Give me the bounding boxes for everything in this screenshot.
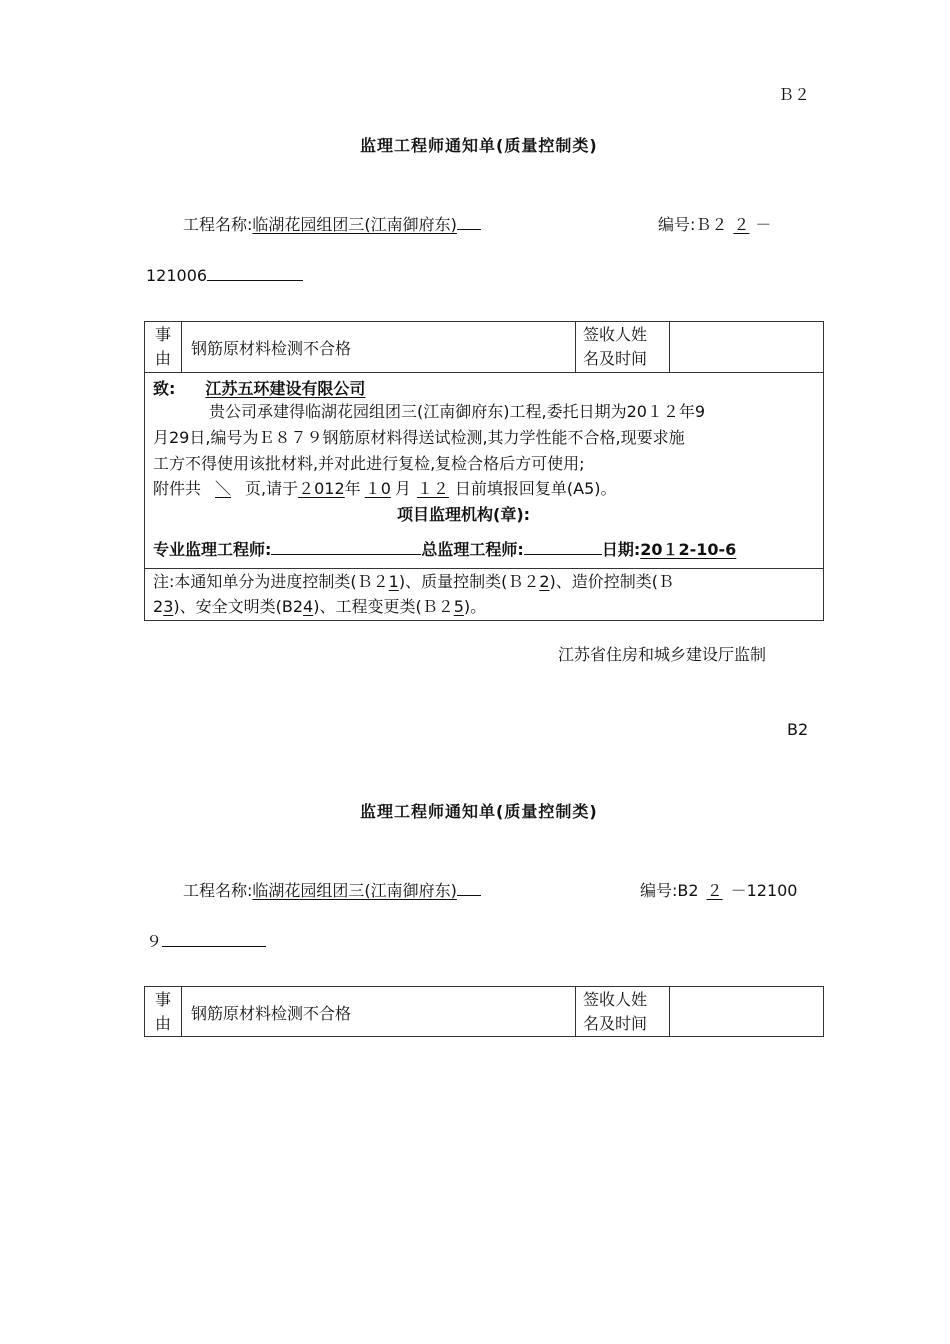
project-row — [183, 878, 481, 901]
chief-label: 总监理工程师: — [421, 540, 524, 559]
project-label: 工程名称: — [183, 215, 253, 234]
attach-month-suffix: 月 — [394, 479, 411, 498]
engineer-label: 专业监理工程师: — [153, 540, 272, 559]
sign-label-2: 名及时间 — [583, 349, 648, 368]
subject-label-2: 由 — [154, 1014, 171, 1033]
divider — [575, 322, 576, 372]
number-row — [640, 878, 797, 901]
number-tail-row — [146, 929, 266, 952]
form-code: Ｂ２ — [778, 85, 811, 104]
attach-year-suffix: 年 — [344, 479, 361, 498]
divider — [575, 987, 576, 1036]
notice-table — [144, 321, 824, 621]
number-label: 编号:Ｂ２ — [658, 215, 728, 234]
attach-prefix: 附件共 — [153, 479, 202, 498]
project-name: 临湖花园组团三(江南御府东) — [252, 881, 457, 900]
number-mid: ２ — [733, 215, 750, 234]
attach-month: １0 — [364, 479, 391, 498]
date-value: 20１2-10-6 — [640, 540, 737, 559]
note-line-1: 注:本通知单分为进度控制类(Ｂ２1)、质量控制类(Ｂ２2)、造价控制类(Ｂ — [153, 572, 675, 591]
attach-suffix: 日前填报回复单(A5)。 — [454, 479, 617, 498]
notice-table — [144, 986, 824, 1037]
subject-label-1: 事 — [154, 990, 171, 1009]
body-line-2: 月29日,编号为Ｅ８７９钢筋原材料得送试检测,其力学性能不合格,现要求施 — [153, 428, 685, 447]
sign-label-2: 名及时间 — [583, 1014, 648, 1033]
sign-label — [583, 323, 647, 371]
sign-label-1: 签收人姓 — [583, 325, 648, 344]
project-row — [183, 212, 481, 235]
signature-row — [153, 537, 736, 560]
engineer-blank — [271, 537, 421, 555]
date-label: 日期: — [601, 540, 641, 559]
sign-value — [670, 322, 824, 372]
project-blank — [457, 878, 481, 896]
number-mid: ２ — [706, 881, 723, 900]
to-row — [153, 376, 395, 399]
number-tail-blank — [162, 929, 266, 947]
subject-label — [145, 987, 181, 1037]
number-dash: － — [755, 215, 772, 234]
divider — [181, 322, 182, 372]
attach-day: １２ — [416, 479, 449, 498]
number-tail: 121006 — [146, 266, 208, 285]
project-blank — [457, 212, 481, 230]
attach-year: ２012 — [298, 479, 345, 498]
project-name: 临湖花园组团三(江南御府东) — [252, 215, 457, 234]
divider — [181, 987, 182, 1036]
body-line-3: 工方不得使用该批材料,并对此进行复检,复检合格后方可使用; — [153, 454, 585, 473]
number-tail-row — [146, 263, 303, 285]
footer-issuer: 江苏省住房和城乡建设厅监制 — [558, 645, 767, 664]
attach-pages: ＼ — [215, 479, 232, 498]
note-line-2: 23)、安全文明类(B24)、工程变更类(Ｂ２5)。 — [153, 597, 487, 616]
sign-label — [583, 988, 647, 1036]
body-line-1: 贵公司承建得临湖花园组团三(江南御府东)工程,委托日期为20１２年9 — [209, 402, 706, 421]
attachment-line — [153, 476, 617, 502]
org-label: 项目监理机构(章): — [397, 505, 531, 524]
sign-value — [670, 987, 824, 1037]
number-tail-2: ９ — [146, 932, 163, 951]
form-title: 监理工程师通知单(质量控制类) — [360, 136, 598, 155]
divider — [145, 372, 823, 373]
chief-blank — [524, 537, 602, 555]
number-tail-blank — [207, 263, 303, 281]
number-row — [658, 212, 771, 235]
subject-label-2: 由 — [154, 349, 171, 368]
to-label: 致: — [153, 379, 176, 398]
sign-label-1: 签收人姓 — [583, 990, 648, 1009]
form-code: B2 — [787, 720, 809, 739]
form-title: 监理工程师通知单(质量控制类) — [360, 802, 598, 821]
subject-text: 钢筋原材料检测不合格 — [191, 1004, 352, 1023]
subject-label — [145, 322, 181, 372]
project-label: 工程名称: — [183, 881, 253, 900]
number-tail: －12100 — [730, 881, 798, 900]
to-company: 江苏五环建设有限公司 — [205, 379, 366, 398]
number-label: 编号:B2 — [640, 881, 699, 900]
subject-text: 钢筋原材料检测不合格 — [191, 339, 352, 358]
subject-label-1: 事 — [154, 325, 171, 344]
attach-mid: 页,请于 — [245, 479, 299, 498]
